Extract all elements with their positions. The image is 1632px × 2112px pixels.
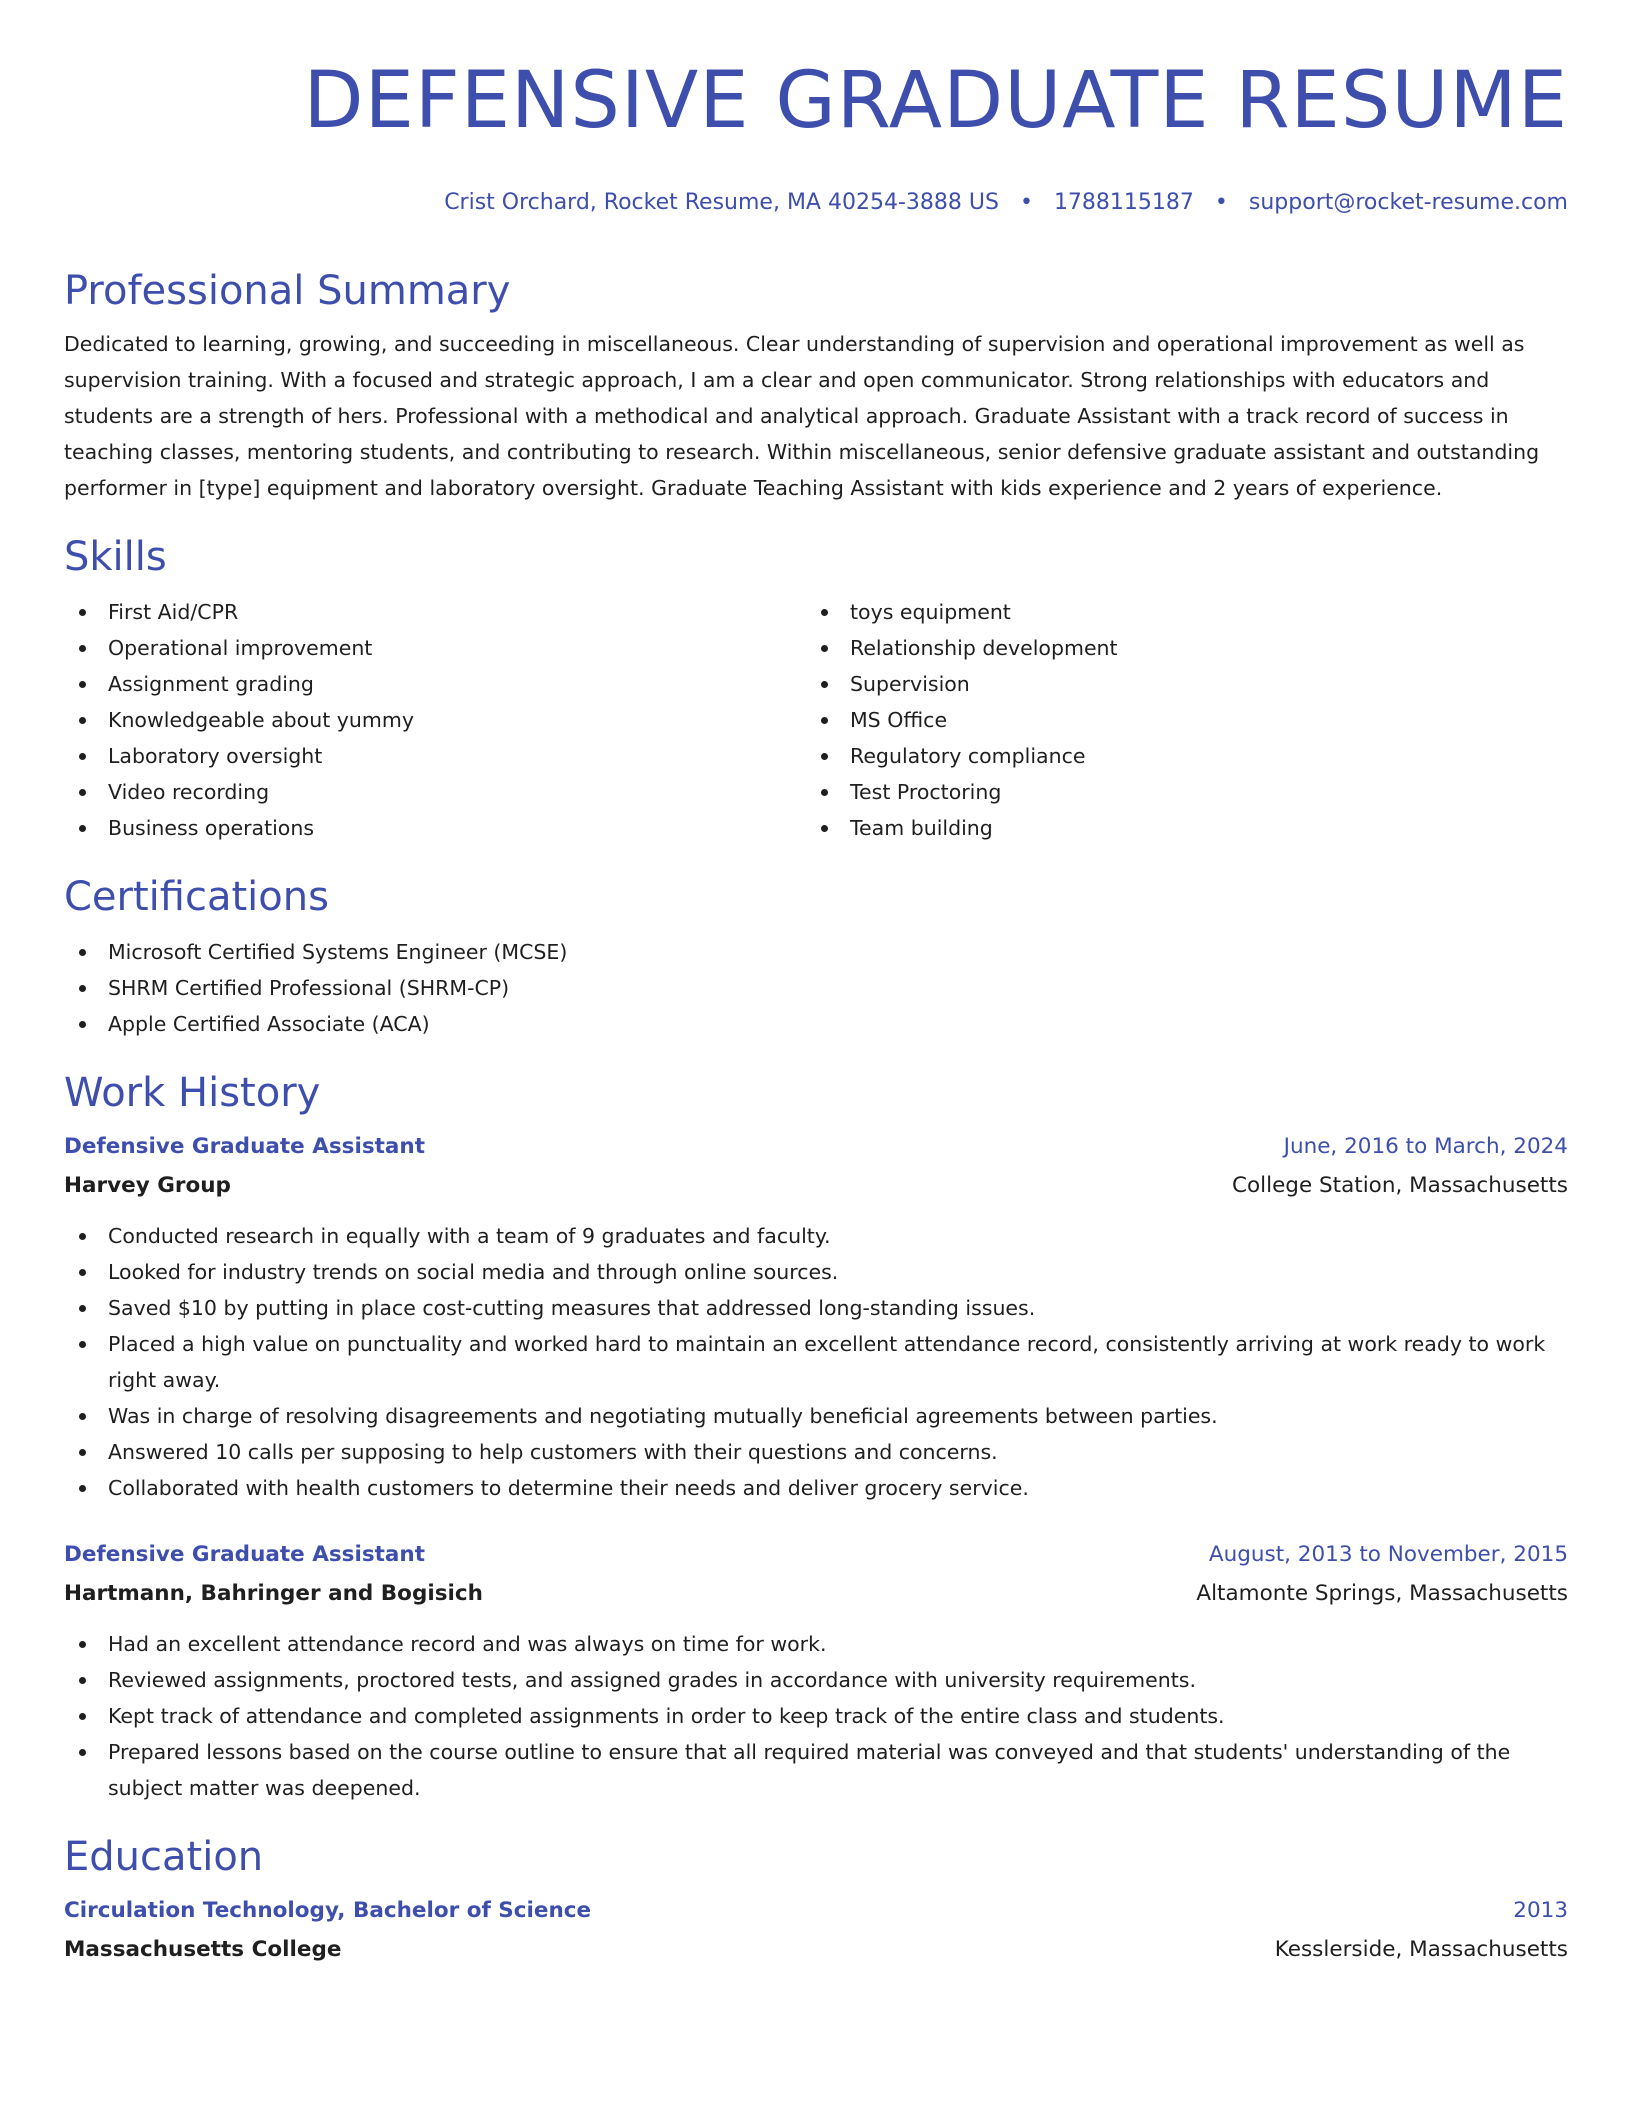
skill-item: Knowledgeable about yummy [64,702,806,738]
skill-item: First Aid/CPR [64,594,806,630]
job-bullet: Looked for industry trends on social media and through online sources. [64,1254,1568,1290]
skills-column-right [806,594,1548,846]
certification-item: Microsoft Certified Systems Engineer (MCSE) [64,934,1568,970]
job-location: College Station, Massachusetts [1231,1173,1568,1198]
skill-item: Test Proctoring [806,774,1548,810]
contact-separator: • [1019,190,1033,215]
section-title-skills: Skills [64,534,167,580]
job-company-row [64,1166,1568,1206]
section-title-work-history: Work History [64,1070,321,1116]
job-entry [64,1536,1568,1806]
job-header-row [64,1536,1568,1574]
skill-item: Relationship development [806,630,1548,666]
job-bullet: Was in charge of resolving disagreements and negotiating mutually beneficial agreements between parties. [64,1398,1568,1434]
skill-item: Laboratory oversight [64,738,806,774]
skill-item: MS Office [806,702,1548,738]
job-bullet: Placed a high value on punctuality and worked hard to maintain an excellent attendance record, consistently arriving at work ready to work right away. [64,1326,1568,1398]
job-location: Altamonte Springs, Massachusetts [1196,1581,1568,1606]
job-bullet: Conducted research in equally with a team of 9 graduates and faculty. [64,1218,1568,1254]
job-bullets [64,1218,1568,1506]
summary-text: Dedicated to learning, growing, and succeeding in miscellaneous. Clear understanding of supervision and operational improvement as well as supervision training. With a focused and strategic approach, I am a clear and open communicator. Strong relationships with educators and students are a strength of hers. Professional with a methodical and analytical approach. Graduate Assistant with a track record of success in teaching classes, mentoring students, and contributing to research. Within miscellaneous, senior defensive graduate assistant and outstanding performer in [type] equipment and laboratory oversight. Graduate Teaching Assistant with kids experience and 2 years of experience. [64,332,1540,500]
education-location: Kesslerside, Massachusetts [1274,1937,1568,1962]
job-company: Harvey Group [64,1173,231,1198]
contact-separator: • [1214,190,1228,215]
contact-line [64,188,1568,218]
job-bullet: Collaborated with health customers to determine their needs and deliver grocery service. [64,1470,1568,1506]
education-header-row [64,1892,1568,1930]
education-year: 2013 [1513,1898,1568,1923]
section-title-education: Education [64,1834,264,1880]
job-bullets [64,1626,1568,1806]
job-bullet: Had an excellent attendance record and was always on time for work. [64,1626,1568,1662]
education-degree: Circulation Technology, Bachelor of Science [64,1898,592,1923]
job-company-row [64,1574,1568,1614]
resume-title: DEFENSIVE GRADUATE RESUME [303,56,1568,146]
job-dates: August, 2013 to November, 2015 [1208,1542,1568,1567]
skill-item: Assignment grading [64,666,806,702]
skill-item: Business operations [64,810,806,846]
job-bullet: Saved $10 by putting in place cost-cutting measures that addressed long-standing issues. [64,1290,1568,1326]
contact-email[interactable]: support@rocket-resume.com [1248,190,1568,215]
job-bullet: Answered 10 calls per supposing to help customers with their questions and concerns. [64,1434,1568,1470]
contact-phone: 1788115187 [1053,190,1194,215]
section-title-certifications: Certifications [64,874,329,920]
job-bullet: Reviewed assignments, proctored tests, and assigned grades in accordance with university requirements. [64,1662,1568,1698]
education-entry [64,1892,1568,1970]
certification-item: Apple Certified Associate (ACA) [64,1006,1568,1042]
job-title: Defensive Graduate Assistant [64,1134,425,1159]
skill-item: Operational improvement [64,630,806,666]
skill-item: Video recording [64,774,806,810]
skill-item: toys equipment [806,594,1548,630]
skills-list-right [806,594,1548,846]
certification-item: SHRM Certified Professional (SHRM-CP) [64,970,1568,1006]
job-bullet: Prepared lessons based on the course outline to ensure that all required material was conveyed and that students' understanding of the subject matter was deepened. [64,1734,1568,1806]
skill-item: Regulatory compliance [806,738,1548,774]
education-school: Massachusetts College [64,1937,342,1962]
resume-page [64,0,1568,1970]
contact-address: Crist Orchard, Rocket Resume, MA 40254-3888 US [444,190,999,215]
job-company: Hartmann, Bahringer and Bogisich [64,1581,483,1606]
education-school-row [64,1930,1568,1970]
job-dates: June, 2016 to March, 2024 [1283,1134,1568,1159]
skill-item: Team building [806,810,1548,846]
section-title-summary: Professional Summary [64,268,511,314]
job-header-row [64,1128,1568,1166]
skills-lists [64,594,1568,846]
job-title: Defensive Graduate Assistant [64,1542,425,1567]
skills-list-left [64,594,806,846]
job-entry [64,1128,1568,1506]
skills-column-left [64,594,806,846]
certifications-list [64,934,1568,1042]
skill-item: Supervision [806,666,1548,702]
job-bullet: Kept track of attendance and completed assignments in order to keep track of the entire class and students. [64,1698,1568,1734]
